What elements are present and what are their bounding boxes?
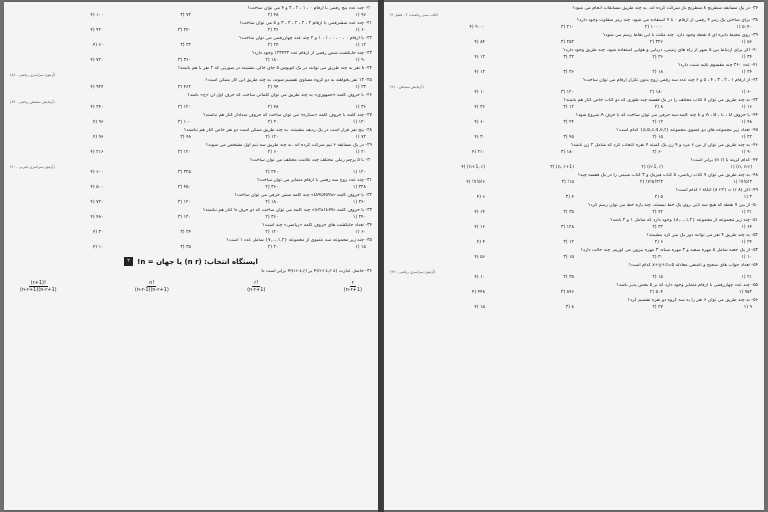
answer-option: ۱۵! (۳ <box>561 180 574 185</box>
answer-option: ۹۲۴ (۴ <box>90 85 104 90</box>
answer-option: ۲۱۶ (۴ <box>90 150 104 155</box>
answer-option: ۳۲ (۳ <box>563 55 574 60</box>
answer-option: ۵ (۲ <box>654 195 663 200</box>
question-text: ۳۰- با ۵ پرچم رنگی مختلف چند علامت مختلف می توان ساخت؟ <box>249 158 372 163</box>
answer-option: ۱۰ (۴ <box>474 275 485 280</box>
section-header <box>10 257 372 266</box>
fraction-options <box>10 276 372 297</box>
answer-option: ۲۴۰ (۱ <box>352 215 366 220</box>
answer-option: ۱۲۰ (۲ <box>265 230 279 235</box>
answer-option: ۳!۳!۵!۷! (۲ <box>640 180 663 185</box>
answer-option: ۳۶۰ (۱ <box>352 200 366 205</box>
question-text: ۲۲- با ارقام ۰ ، ۰ ، ۰ ، ۱ ، ۱ و ۲ چند عدد چهاررقمی می توان ساخت؟ <box>239 36 372 41</box>
answer-option: ۱۵ (۲ <box>652 135 663 140</box>
source-note: (آزمایش سنجش - ۹۱) <box>390 85 424 89</box>
answer-option: ۶۰ (۴ <box>474 120 485 125</box>
question-text: ۴۶- به چند طریق می توان از بین ۶ مرد و ۴ زن یک کمیته ۴ نفره انتخاب کرد که شامل ۲ زن باشد؟ <box>570 143 758 148</box>
answer-option: ۵۰۰ (۴ <box>90 185 104 190</box>
answer-options <box>10 120 372 128</box>
question-text: ۲۰- چند عدد پنج رقمی با ارقام ۰ ، ۱ ، ۲ ، ۳ و ۴ می توان ساخت؟ <box>247 6 372 11</box>
answer-option: ۳۶۰ (۳ <box>177 58 191 63</box>
answer-options <box>10 200 372 208</box>
answer-option: ۲۴ (۱ <box>741 70 752 75</box>
answer-option: ۹۶ (۱ <box>355 13 366 18</box>
source-note: (آزمایش سنجش ریاضی - ۸۹) <box>10 100 55 104</box>
answer-options <box>10 105 372 113</box>
answer-option: ۹۰ (۱ <box>741 150 752 155</box>
answer-option: ۱۲ (۱ <box>355 43 366 48</box>
answer-option: ۲۷ (۲ <box>652 305 663 310</box>
question-text: ۳۴- تعداد جایگشت های حروف کلمه «ریاضی» چند است؟ <box>262 223 372 228</box>
answer-option: ۱۲۰ (۲ <box>265 135 279 140</box>
question-text: ۲۳- چند جایگشت شش رقمی از ارقام عدد ۱۲۳۴۳۲ وجود دارد؟ <box>251 51 372 56</box>
answer-options <box>390 290 758 298</box>
answer-option: ۱۵ (۱ <box>355 245 366 250</box>
source-note: (کتاب سبز ریاضیات ۲ - فصل ۲) <box>390 13 439 17</box>
answer-option: ۲۴ (۳ <box>180 230 191 235</box>
question-text: ۲۴- ۸ نفر به چند طریق می توانند در یک اتوبوس ۵ جای خالی بنشینند در صورتی که ۲ نفر با هم باشند؟ <box>177 66 372 71</box>
answer-option: ۳۲۶ (۲ <box>649 40 663 45</box>
answer-option: ۱۲۰ (۱ <box>352 170 366 175</box>
answer-options <box>10 58 372 66</box>
question-text: ۴۱- عدد ۳۶۰ چند مقسوم علیه مثبت دارد؟ <box>677 63 758 68</box>
answer-option: ۳!۵!۷! (۱ <box>733 180 752 185</box>
answer-options <box>390 120 758 128</box>
answer-option: ۳۲۵ (۳ <box>177 170 191 175</box>
answer-options <box>10 185 372 193</box>
answer-option: ۶۴ (۱ <box>741 225 752 230</box>
answer-option: ۹۶ (۴ <box>92 135 104 140</box>
answer-option: ۱۵ (۳ <box>563 255 574 260</box>
answer-options <box>390 275 758 283</box>
answer-option: ۴ (۴ <box>476 240 485 245</box>
answer-options <box>390 195 758 203</box>
question-text: ۳۸- برای ساختن یک رمز ۴ رقمی از ارقام ۰ تا ۹ استفاده می شود. چند رمز متفاوت وجود دارد؟ <box>576 18 758 23</box>
answer-option: ۶۰ (۱ <box>355 28 366 33</box>
answer-option: ۳۶ (۳ <box>563 70 574 75</box>
answer-option: ۲۱۰ (۴ <box>471 150 485 155</box>
answer-option: ۵۰۴ (۲ <box>649 290 663 295</box>
answer-options <box>390 180 758 188</box>
fraction-numerator: r <box>351 280 354 286</box>
answer-option: ۳۶ (۲ <box>267 28 279 33</box>
answer-option: ۱۲ (۴ <box>474 55 485 60</box>
answer-options <box>10 13 372 21</box>
answer-options <box>390 25 758 33</box>
answer-option: ۸ (۲ <box>654 105 663 110</box>
answer-options <box>10 245 372 253</box>
answer-option: ۶۰ (۱ <box>741 90 752 95</box>
question-text: ۲۹- در یک مسابقه ۶ تیم شرکت کرده اند. به چند طریق سه تیم اول مشخص می شوند؟ <box>205 143 372 148</box>
answer-options <box>10 215 372 223</box>
answer-option: ۷۲۰ (۴ <box>90 58 104 63</box>
question-text: ۳۹- روی محیط دایره ای ۸ نقطه وجود دارد. چند مثلث با این نقاط رسم می شود؟ <box>602 33 758 38</box>
answer-option: ۲۴۰ (۴ <box>90 105 104 110</box>
question-text: ۲۱- چند عدد ششرقمی با ارقام ۲ ، ۲ ، ۲ ، ۳ ، ۳ و ۵ می توان ساخت؟ <box>239 21 372 26</box>
answer-option: ۱۲ (۲ <box>652 120 663 125</box>
answer-option: ۵۰۴۰ (۱ <box>736 25 752 30</box>
answer-option: ۳۰ (۴ <box>474 135 485 140</box>
answer-options <box>10 28 372 36</box>
question-text: ۵۳- از یک جعبه شامل ۵ مهره سفید و ۳ مهره سیاه، ۳ مهره بیرون می آوریم. چند حالت دارد؟ <box>580 248 758 253</box>
answer-option: ۳۲ (۲ <box>652 225 663 230</box>
fraction-denominator: (n-r-1)(n-r+1) <box>134 287 169 293</box>
answer-option: ۴۸ (۲ <box>267 13 279 18</box>
question-text: ۴۳- به چند طریق می توان ۸ کتاب مختلف را در یک قفسه چید طوری که دو کتاب خاص کنار هم باشند؟ <box>563 98 758 103</box>
answer-option: ۲۰ (۲ <box>267 120 279 125</box>
answer-option: ۱۲۰ (۳ <box>177 200 191 205</box>
answer-option: ۴۵ (۳ <box>563 135 574 140</box>
question-text: ۴۸- به چند طریق می توان ۷ کتاب ریاضی، ۵ کتاب فیزیک و ۳ کتاب شیمی را در یک قفسه چید؟ <box>577 173 758 178</box>
answer-option: ۳۶۰ (۲ <box>265 215 279 220</box>
answer-option: ۲۳ (۱ <box>355 85 366 90</box>
answer-option: ۷۲ (۳ <box>180 13 191 18</box>
answer-options <box>390 305 758 313</box>
answer-option: ۴۲۰ (۴ <box>90 28 104 33</box>
fraction-numerator: n! <box>149 280 155 286</box>
answer-option: (n, n-r) (۱ <box>730 165 752 170</box>
answer-option: ۷۲ (۱ <box>355 135 366 140</box>
question-text: ۵۵- چند عدد چهاررقمی با ارقام متمایز وجود دارد که بر ۵ بخش پذیر باشد؟ <box>616 283 758 288</box>
source-note: (آزمون سراسری ریاضی - ۹۳) <box>390 270 436 274</box>
answer-options <box>390 135 758 143</box>
answer-option: ۲۴ (۱ <box>741 240 752 245</box>
answer-option: ۱۰ (۴ <box>474 90 485 95</box>
answer-option: ۱۲ (۴ <box>474 70 485 75</box>
answer-option: (n, r+1) (۳ <box>550 165 574 170</box>
answer-options <box>390 210 758 218</box>
answer-option: ۳۶ (۴ <box>474 105 485 110</box>
answer-options <box>390 90 758 98</box>
answer-options <box>10 43 372 51</box>
answer-option: ۱۲۰ (۳ <box>177 150 191 155</box>
answer-option: ۱۲۰ (۳ <box>177 215 191 220</box>
answer-option: ۱۸۰ (۲ <box>265 200 279 205</box>
answer-options <box>390 150 758 158</box>
answer-option: ۶۰ (۴ <box>92 43 104 48</box>
answer-option: ۴۸۰ (۴ <box>90 215 104 220</box>
answer-options <box>390 240 758 248</box>
answer-option: ۲۵۲ (۳ <box>560 40 574 45</box>
answer-option: ۳۶ (۲ <box>652 55 663 60</box>
left-page <box>4 2 378 510</box>
answer-options <box>390 55 758 63</box>
answer-option: ۱۸۰ (۲ <box>265 58 279 63</box>
question-text: ۴۴- با حروف A ، B ، C ، D و E چند کلمه سه حرفی می توان ساخت که با حرف A شروع شود؟ <box>575 113 758 118</box>
answer-option: ۲۰ (۲ <box>267 245 279 250</box>
question-text: ۳۷- در یک مسابقه شطرنج ۸ شطرنج باز شرکت کرده اند. به چند طریق مسابقات انجام می شود؟ <box>572 6 758 11</box>
answer-option: ۱۰۰ (۳ <box>177 120 191 125</box>
answer-option: ۱۴ (۴ <box>474 210 485 215</box>
answer-option: ۳۵ (۳ <box>563 210 574 215</box>
answer-option: ۱۲۰ (۳ <box>177 105 191 110</box>
answer-option: ۸۹۶ (۳ <box>560 290 574 295</box>
answer-option: ۳۰ (۴ <box>92 230 104 235</box>
answer-options <box>390 40 758 48</box>
answer-option: ۱۶ (۱ <box>741 105 752 110</box>
answer-options <box>390 105 758 113</box>
question-text: ۳۵- چند زیر مجموعه سه عضوی از مجموعه {۱,۲,...,۷} شامل عدد ۱ است؟ <box>226 238 372 243</box>
answer-option: ۹۰ (۱ <box>355 58 366 63</box>
answer-option: ۱۲۰ (۱ <box>352 120 366 125</box>
answer-option: ۲۴۰ (۳ <box>177 28 191 33</box>
answer-option: ۶۰ (۱ <box>355 230 366 235</box>
answer-option: ۱۵ (۴ <box>474 305 485 310</box>
answer-option: ۳ (۱ <box>743 195 752 200</box>
answer-option: ۱۸۰ (۳ <box>560 150 574 155</box>
answer-option: ۶!۵!۷! (۴ <box>466 180 485 185</box>
answer-option: ۳۲۸ (۱ <box>352 185 366 190</box>
answer-option: ۸۴ (۴ <box>474 40 485 45</box>
fraction-option <box>20 280 57 293</box>
answer-option: ۲۱ (۱ <box>741 275 752 280</box>
answer-option: ۴۶۲ (۳ <box>177 85 191 90</box>
question-text: ۴۹- اگر (۸ r) = (۸ r-۲) آنگاه r کدام است؟ <box>675 188 758 193</box>
answer-option: ۶۰ (۲ <box>652 150 663 155</box>
question-text: ۲۵- ۱۲ نفر بخواهند به دو گروه مساوی تقسیم شوند، به چند طریق این کار ممکن است؟ <box>205 78 372 83</box>
question-text: ۵۴- تعداد جواب های صحیح و نامنفی معادله x+y+z=۵ کدام است؟ <box>628 263 758 268</box>
answer-option: ۴۸ (۳ <box>180 135 191 140</box>
source-note: (آزمون سراسری ریاضی - ۸۸) <box>10 73 56 77</box>
question-text: ۵۰- از بین ۷ نقطه که هیچ سه تایی روی یک خط نیستند، چند پاره خط می توان رسم کرد؟ <box>588 203 758 208</box>
question-text: ۳۱- چند عدد زوج سه رقمی با ارقام متمایز می توان ساخت؟ <box>256 178 372 183</box>
answer-option: ۴۵۰ (۳ <box>177 185 191 190</box>
answer-option: ۲۲ (۱ <box>741 135 752 140</box>
answer-option: ۱۰۰۰۰ (۲ <box>644 25 663 30</box>
answer-option: ۲۰ (۱ <box>355 150 366 155</box>
answer-options <box>10 85 372 93</box>
answer-option: ۹۰۰۰ (۴ <box>469 25 485 30</box>
question-text: ۴۰- اگر برای ارتباط بین ۵ شهر از راه های زمینی، دریایی و هوایی استفاده شود، چند طریق وجود دارد؟ <box>563 48 758 53</box>
question-text: ۴۵- تعداد زیر مجموعه های دو عضوی مجموعه {a,b,c,d,e,f} کدام است؟ <box>616 128 758 133</box>
answer-options <box>390 165 758 173</box>
answer-option: ۶۰ (۲ <box>267 150 279 155</box>
source-note: (آزمون سراسری تجربی - ۹۰) <box>10 165 55 169</box>
fraction-numerator: (r+1)! <box>30 280 46 286</box>
answer-option: ۱۲۰ (۳ <box>560 90 574 95</box>
question-text: ۴۷- کدام گزینه با (n r) برابر است؟ <box>690 158 758 163</box>
answer-option: ۴ (۳ <box>565 195 574 200</box>
fraction-denominator: (n-r+1)(n-r+1) <box>20 287 57 293</box>
answer-option: ۴۸ (۱ <box>741 120 752 125</box>
answer-option: ۹۶ (۴ <box>92 120 104 125</box>
answer-option: ۴۲ (۲ <box>652 210 663 215</box>
section-title: ایستگاه انتخاب: (n r) یا جهان = n! <box>137 257 258 266</box>
answer-options <box>10 170 372 178</box>
answer-option: ۵۶ (۴ <box>474 255 485 260</box>
answer-option: ۱۵ (۲ <box>652 275 663 280</box>
answer-options <box>390 225 758 233</box>
question-text: ۵۲- به چند طریق ۴ نفر می توانند دور یک میز گرد بنشینند؟ <box>646 233 758 238</box>
answer-options <box>10 230 372 238</box>
question-text: ۴۲- از ارقام ۱ ، ۲ ، ۳ ، ۴ ، ۵ و ۶ چند عدد سه رقمی زوج بدون تکرار ارقام می توان ساخت؟ <box>582 78 758 83</box>
answer-option: (n+1, r) (۴ <box>461 165 485 170</box>
question-text: ۵۶- به چند طریق می توان ۶ نفر را به سه گروه دو نفره تقسیم کرد؟ <box>627 298 758 303</box>
answer-option: ۶ (۴ <box>476 195 485 200</box>
answer-option: ۱۸۰ (۲ <box>649 90 663 95</box>
answer-option: ۶ (۲ <box>654 240 663 245</box>
answer-option: ۸ (۳ <box>565 305 574 310</box>
answer-option: ۹ (۱ <box>743 305 752 310</box>
answer-options <box>10 150 372 158</box>
answer-option: ۲۴ (۲ <box>267 43 279 48</box>
answer-option: ۱۰ (۴ <box>92 245 104 250</box>
answer-option: ۴۴۸ (۴ <box>471 290 485 295</box>
answer-option: ۱۲۸ (۳ <box>560 225 574 230</box>
answer-option: ۱۰ (۱ <box>741 255 752 260</box>
fraction-denominator: (n-r+1) <box>343 287 362 293</box>
answer-option: ۱۰۰ (۴ <box>90 13 104 18</box>
question-text: ۵۱- چند زیر مجموعه از مجموعه {۱,۲,...,۸} وجود دارد که شامل ۱ و ۲ باشد؟ <box>610 218 758 223</box>
section-badge: ۲ <box>124 257 133 266</box>
fraction-option <box>344 280 362 293</box>
answer-option: ۳۶ (۱ <box>355 105 366 110</box>
answer-option: (n-1, r) (۲ <box>641 165 663 170</box>
question-text: ۲۶- با حروف کلمه «جمهوری» به چند طریق می توان کلماتی ساخت که حرف اول آن «ج» باشد؟ <box>187 93 372 98</box>
answer-options <box>10 135 372 143</box>
answer-option: ۱۸ (۲ <box>652 70 663 75</box>
answer-option: ۵۶ (۱ <box>741 40 752 45</box>
answer-option: ۱۲ (۳ <box>563 105 574 110</box>
answer-option: ۳۰ (۲ <box>652 255 663 260</box>
answer-option: ۹۴ (۲ <box>267 85 279 90</box>
answer-option: ۲۱ (۱ <box>741 210 752 215</box>
answer-option: ۱۲ (۳ <box>563 240 574 245</box>
answer-option: ۳۴ (۱ <box>741 55 752 60</box>
answer-option: ۲۴۰ (۲ <box>265 170 279 175</box>
fraction-option <box>135 280 169 293</box>
answer-option: ۳۵ (۳ <box>563 275 574 280</box>
question-text: ۲۷- چند کلمه با حروف کلمه «ستاره» می توان ساخت که حروف صدادار کنار هم نباشند؟ <box>203 113 372 118</box>
fraction-denominator: (n-r+1) <box>247 287 266 293</box>
left-page-content <box>10 6 372 297</box>
fraction-numerator: r! <box>254 280 259 286</box>
answer-option: ۷۲۰ (۴ <box>90 200 104 205</box>
answer-options <box>390 70 758 78</box>
answer-option: ۳۲ (۳ <box>180 43 191 48</box>
answer-options <box>390 255 758 263</box>
fraction-option <box>247 280 265 293</box>
answer-option: ۲۴ (۳ <box>563 120 574 125</box>
answer-option: ۳۶۰ (۲ <box>265 185 279 190</box>
answer-option: ۱۶ (۴ <box>474 225 485 230</box>
answer-option: ۲۱۰ (۳ <box>560 25 574 30</box>
right-page-content <box>390 6 758 313</box>
answer-option: ۳۵ (۳ <box>180 245 191 250</box>
answer-option: ۶۰۰ (۴ <box>90 170 104 175</box>
answer-option: ۹۵۲ (۱ <box>738 290 752 295</box>
answer-option: ۴۸ (۲ <box>267 105 279 110</box>
question-text: ۲۸- پنج نفر قرار است در یک ردیف بنشینند. به چند طریق ممکن است دو نفر خاص کنار هم نباشند؟ <box>183 128 372 133</box>
question-text: ۳۳- با حروف کلمه «SYSTEM» چند کلمه می توان ساخت که دو حرف S کنار هم نباشند؟ <box>202 208 372 213</box>
right-page <box>384 2 764 510</box>
question-text: ۳۲- با حروف کلمه «DADRAS» چند کلمه شش حرفی می توان ساخت؟ <box>234 193 372 198</box>
formula-question: ۳۶- حاصل عبارت (P(n+1,r-1 بر (P(n+1,r برابر است با: <box>260 269 372 274</box>
